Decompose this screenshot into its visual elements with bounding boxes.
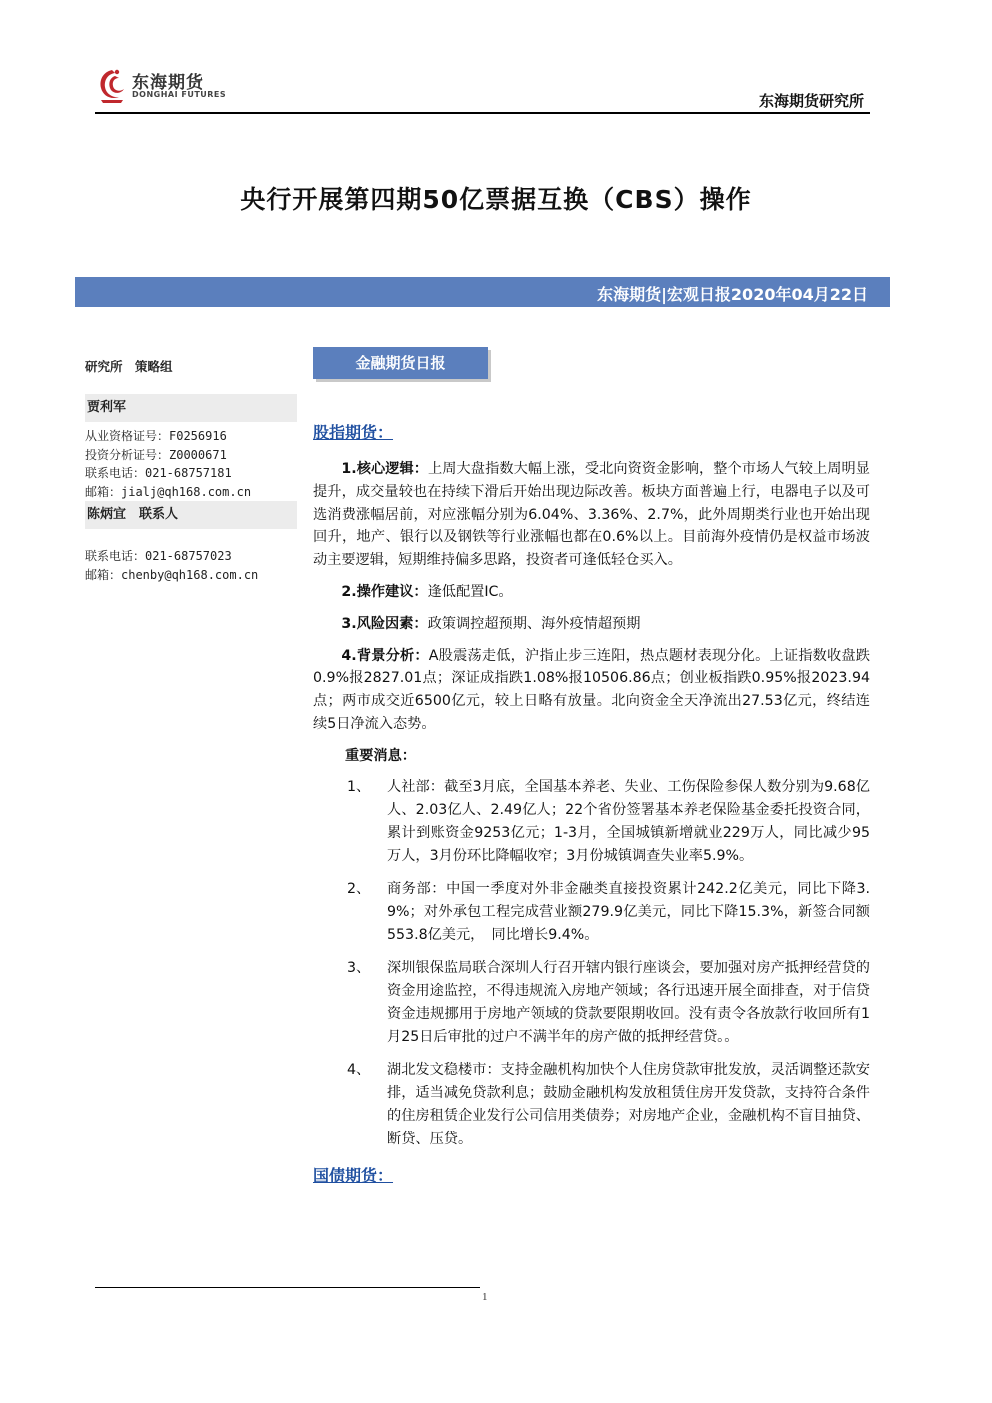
logo-text-cn: 东海期货 [132, 73, 204, 93]
sidebar-dept: 研究所 策略组 [85, 359, 173, 374]
list-item [347, 776, 870, 868]
header-institution: 东海期货研究所 [758, 92, 864, 110]
equity-futures-heading: 股指期货： [313, 423, 394, 442]
list-item-number: 1、 [347, 778, 371, 795]
page-number: 1 [482, 1291, 488, 1303]
core-logic-label: 1.核心逻辑： [341, 461, 429, 477]
analyst-email: 邮箱：jialj@qh168.com.cn [85, 484, 252, 499]
list-item-text: 湖北发文稳楼市：支持金融机构加快个人住房贷款审批发放，灵活调整还款安排，适当减免贷款利息；鼓励金融机构发放租赁住房开发贷款，支持符合条件的住房租赁企业发行公司信用类债券；对房地产企业，金融机构不盲目抽贷、断贷、压贷。 [387, 1061, 870, 1147]
main-content [313, 420, 870, 1189]
list-item-number: 4、 [347, 1061, 371, 1078]
advice-label: 2.操作建议： [341, 583, 428, 600]
contact-email: 邮箱：chenby@qh168.com.cn [85, 567, 259, 582]
banner-text: 东海期货|宏观日报2020年04月22日 [597, 285, 868, 304]
news-heading: 重要消息： [345, 747, 416, 764]
header-rule [95, 112, 870, 114]
background-paragraph [313, 645, 870, 736]
analyst-name: 贾利军 [85, 394, 297, 422]
list-item-text: 商务部：中国一季度对外非金融类直接投资累计242.2亿美元，同比下降3.9%；对外承包工程完成营业额279.9亿美元，同比下降15.3%，新签合同额553.8亿美元， 同比增长9.4%。 [387, 880, 870, 943]
logo-text-en: DONGHAI FUTURES [132, 90, 227, 99]
company-logo [95, 66, 235, 110]
risk-label: 3.风险因素： [341, 615, 428, 632]
list-item-text: 人社部：截至3月底，全国基本养老、失业、工伤保险参保人数分别为9.68亿人、2.03亿人、2.49亿人；22个省份签署基本养老保险基金委托投资合同，累计到账资金9253亿元；1-3月，全国城镇新增就业229万人，同比减少95万人，3月份环比降幅收窄；3月份城镇调查失业率5.9%。 [387, 778, 870, 864]
bond-futures-heading: 国债期货： [313, 1165, 394, 1185]
document-title: 央行开展第四期50亿票据互换（CBS）操作 [240, 185, 752, 214]
author-sidebar [85, 355, 297, 584]
list-item [347, 878, 870, 947]
analyst-phone: 联系电话：021-68757181 [85, 466, 232, 480]
list-item-text: 深圳银保监局联合深圳人行召开辖内银行座谈会，要加强对房产抵押经营贷的资金用途监控，不得违规流入房地产领域；各行迅速开展全面排查，对于信贷资金违规挪用于房地产领域的贷款要限期收回。没有责令各放款行收回所有1月25日后审批的过户不满半年的房产做的抵押经营贷。。 [387, 959, 870, 1045]
contact-name: 陈炳宜 联系人 [85, 501, 297, 529]
risk-paragraph [313, 613, 870, 636]
section-box-title: 金融期货日报 [313, 347, 488, 379]
background-text: A股震荡走低，沪指止步三连阳，热点题材表现分化。上证指数收盘跌0.9%报2827.01点；深证成指跌1.08%报10506.86点；创业板指跌0.95%报2023.94点；两市成交近6500亿元，较上日略有放量。北向资金全天净流出27.53亿元，终结连续5日净流入态势。 [313, 647, 870, 732]
list-item-number: 2、 [347, 880, 371, 897]
analyst-license: 投资分析证号：Z0000671 [85, 447, 227, 462]
report-banner [75, 277, 890, 307]
contact-phone: 联系电话：021-68757023 [85, 549, 232, 563]
logo-emblem-icon [95, 66, 129, 106]
advice-text: 逢低配置IC。 [427, 583, 513, 600]
advice-paragraph [313, 581, 870, 604]
analyst-qualification: 从业资格证号：F0256916 [85, 429, 227, 443]
list-item [347, 1059, 870, 1151]
list-item-number: 3、 [347, 959, 371, 976]
risk-text: 政策调控超预期、海外疫情超预期 [427, 615, 641, 632]
core-logic-text: 上周大盘指数大幅上涨，受北向资资金影响，整个市场人气较上周明显提升，成交量较也在持续下滑后开始出现边际改善。板块方面普遍上行，电器电子以及可选消费涨幅居前，对应涨幅分别为6.04%、3.36%、2.7%，此外周期类行业也开始出现回升，地产、银行以及钢铁等行业涨幅也都在0.6%以上。目前海外疫情仍是权益市场波动主要逻辑，短期维持偏多思路，投资者可逢低轻仓买入。 [313, 461, 870, 569]
list-item [347, 957, 870, 1049]
background-label: 4.背景分析： [341, 647, 429, 664]
core-logic-paragraph [313, 458, 870, 572]
footer-rule [95, 1287, 480, 1288]
